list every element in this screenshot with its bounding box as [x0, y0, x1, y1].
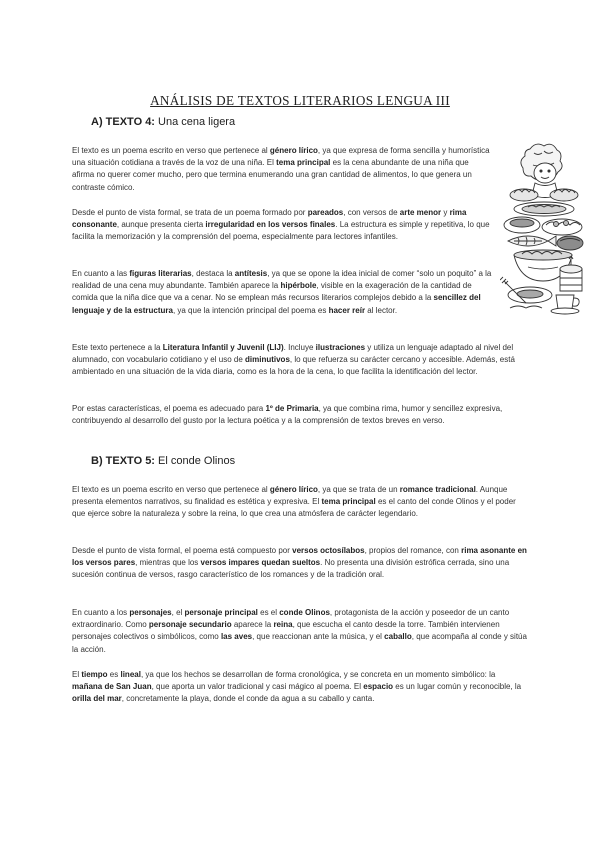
bold-term: hipérbole	[280, 281, 317, 291]
bold-term: personajes	[129, 608, 172, 617]
bold-term: ilustraciones	[315, 343, 366, 352]
text-run: al lector.	[365, 305, 398, 315]
text-run: , protagonista de la acción y poseedor de un canto extraordinario. Como	[72, 608, 510, 630]
text-run: Por estas características, el poema es adecuado para	[72, 404, 266, 413]
text-run: , aunque presenta cierta	[116, 220, 206, 230]
section-title: El conde Olinos	[154, 455, 236, 467]
paragraph	[72, 207, 490, 244]
paragraph	[72, 145, 490, 194]
bold-term: género lírico	[269, 485, 318, 494]
text-run: El texto es un poema escrito en verso que pertenece al	[72, 485, 270, 494]
bold-term: rima asonante en los versos pares	[72, 546, 527, 568]
text-run: . No presenta una división estrófica cerrada, sino una sucesión continua de versos, rasgo característico de los romances y de la tradición oral.	[72, 558, 510, 580]
bold-term: 1º de Primaria	[265, 404, 319, 413]
text-run: , ya que la intención principal del poema es	[172, 305, 329, 315]
bold-term: reina	[273, 620, 293, 630]
bold-term: mañana de San Juan	[72, 682, 152, 692]
bold-term: romance tradicional	[399, 485, 476, 494]
text-run: , que escucha el canto desde la torre. También intervienen personajes colectivos o simbólicos, como	[72, 620, 500, 642]
bold-term: tema principal	[321, 497, 376, 507]
bold-term: tiempo	[81, 670, 108, 679]
text-run: En cuanto a las	[72, 269, 130, 278]
bold-term: Literatura Infantil y Juvenil (LIJ)	[162, 343, 284, 352]
text-run: , ya que los hechos se desarrollan de forma cronológica, y se concreta en un momento simbólico: la	[140, 670, 496, 679]
bold-term: antítesis	[234, 269, 268, 278]
bold-term: personaje secundario	[148, 620, 232, 630]
section-label: B) TEXTO 5:	[91, 455, 155, 467]
section-heading-texto-5	[91, 455, 235, 467]
bold-term: tema principal	[276, 158, 331, 168]
paragraph	[72, 669, 527, 706]
text-run: , que acompaña al conde y sitúa la acción.	[72, 632, 527, 654]
girl-with-food-illustration	[500, 143, 586, 315]
section-label: A) TEXTO 4:	[91, 116, 155, 128]
text-run: En cuanto a los	[72, 608, 130, 617]
text-run: , con versos de	[343, 208, 400, 217]
section-title: Una cena ligera	[154, 116, 236, 128]
text-run: , el	[171, 608, 185, 617]
bold-term: personaje principal	[184, 608, 258, 617]
text-run: El texto es un poema escrito en verso que pertenece al	[72, 146, 270, 155]
bold-term: las aves	[220, 632, 253, 642]
bold-term: espacio	[363, 682, 394, 692]
paragraph	[72, 545, 527, 582]
bold-term: pareados	[307, 208, 344, 217]
text-run: y utiliza un lenguaje adaptado al nivel del alumnado, con vocabulario cotidiano y el uso de	[72, 343, 514, 365]
bold-term: irregularidad en los versos finales	[205, 220, 336, 230]
bold-term: género lírico	[269, 146, 318, 155]
bold-term: conde Olinos	[279, 608, 330, 617]
paragraph	[72, 484, 527, 521]
paragraph	[72, 403, 524, 427]
bold-term: lineal	[120, 670, 141, 679]
text-run: es la cena abundante de una niña que afirma no querer comer mucho, pero que termina enumerando una gran cantidad de alimentos, lo que genera un contraste cómico.	[72, 158, 472, 192]
bold-term: versos octosílabos	[292, 546, 365, 555]
text-run: , visible en la exageración de la cantidad de comida que la niña dice que va a cenar. No se emplean más recursos literarios complejos debido a la	[72, 281, 472, 303]
text-run: , ya que combina rima, humor y sencillez expresiva, contribuyendo al desarrollo del gusto por la lectura poética y a la comprensión de textos breves en verso.	[72, 404, 503, 426]
paragraph	[72, 268, 492, 317]
text-run: . Aunque presenta elementos narrativos, su finalidad es estética y expresiva. El	[72, 485, 508, 507]
bold-term: figuras literarias	[129, 269, 192, 278]
text-run: , lo que refuerza su carácter cercano y accesible. Además, está ambientado en una situación de la vida diaria, como es la hora de la cena, lo que facilita la identificación del lector.	[72, 355, 515, 377]
text-run: , ya que se trata de un	[317, 485, 400, 494]
text-run: , concretamente la playa, donde el conde da agua a su caballo y canta.	[121, 694, 375, 704]
text-run: Este texto pertenece a la	[72, 343, 163, 352]
bold-term: hacer reír	[328, 305, 366, 315]
text-run: El	[72, 670, 82, 679]
bold-term: sencillez del lenguaje y de la estructura	[72, 293, 481, 315]
text-run: Desde el punto de vista formal, se trata de un poema formado por	[72, 208, 308, 217]
text-run: , que reaccionan ante la música, y el	[252, 632, 385, 642]
bold-term: rima consonante	[72, 208, 467, 230]
bold-term: arte menor	[399, 208, 442, 217]
text-run: y	[441, 208, 450, 217]
text-run: , ya que se opone la idea inicial de comer “solo un poquito” a la realidad de una cena muy abundante. También aparece la	[72, 269, 492, 291]
text-run: , propios del romance, con	[364, 546, 462, 555]
section-heading-texto-4	[91, 116, 235, 128]
paragraph	[72, 342, 524, 379]
text-run: . La estructura es simple y repetitiva, lo que facilita la memorización y la comprensión del poema, especialmente para lectores infantiles.	[72, 220, 490, 242]
text-run: es	[107, 670, 121, 679]
text-run: es el	[257, 608, 280, 617]
bold-term: diminutivos	[245, 355, 290, 365]
bold-term: versos impares quedan sueltos	[200, 558, 321, 568]
paragraph	[72, 607, 527, 656]
text-run: , destaca la	[191, 269, 235, 278]
bold-term: orilla del mar	[72, 694, 122, 704]
text-run: es el canto del conde Olinos y el poder que ejerce sobre la naturaleza y sobre la reina, lo que crea una atmósfera de carácter legendario.	[72, 497, 516, 519]
text-run: , ya que expresa de forma sencilla y humorística una situación cotidiana a través de la voz de una niña. El	[72, 146, 490, 168]
text-run: es un lugar común y reconocible, la	[393, 682, 522, 692]
document-title: ANÁLISIS DE TEXTOS LITERARIOS LENGUA III	[150, 93, 450, 108]
text-run: , que aporta un valor tradicional y casi mágico al poema. El	[151, 682, 364, 692]
text-run: Desde el punto de vista formal, el poema está compuesto por	[72, 546, 293, 555]
text-run: aparece la	[231, 620, 274, 630]
text-run: . Incluye	[283, 343, 316, 352]
text-run: , mientras que los	[135, 558, 201, 568]
bold-term: caballo	[384, 632, 412, 642]
